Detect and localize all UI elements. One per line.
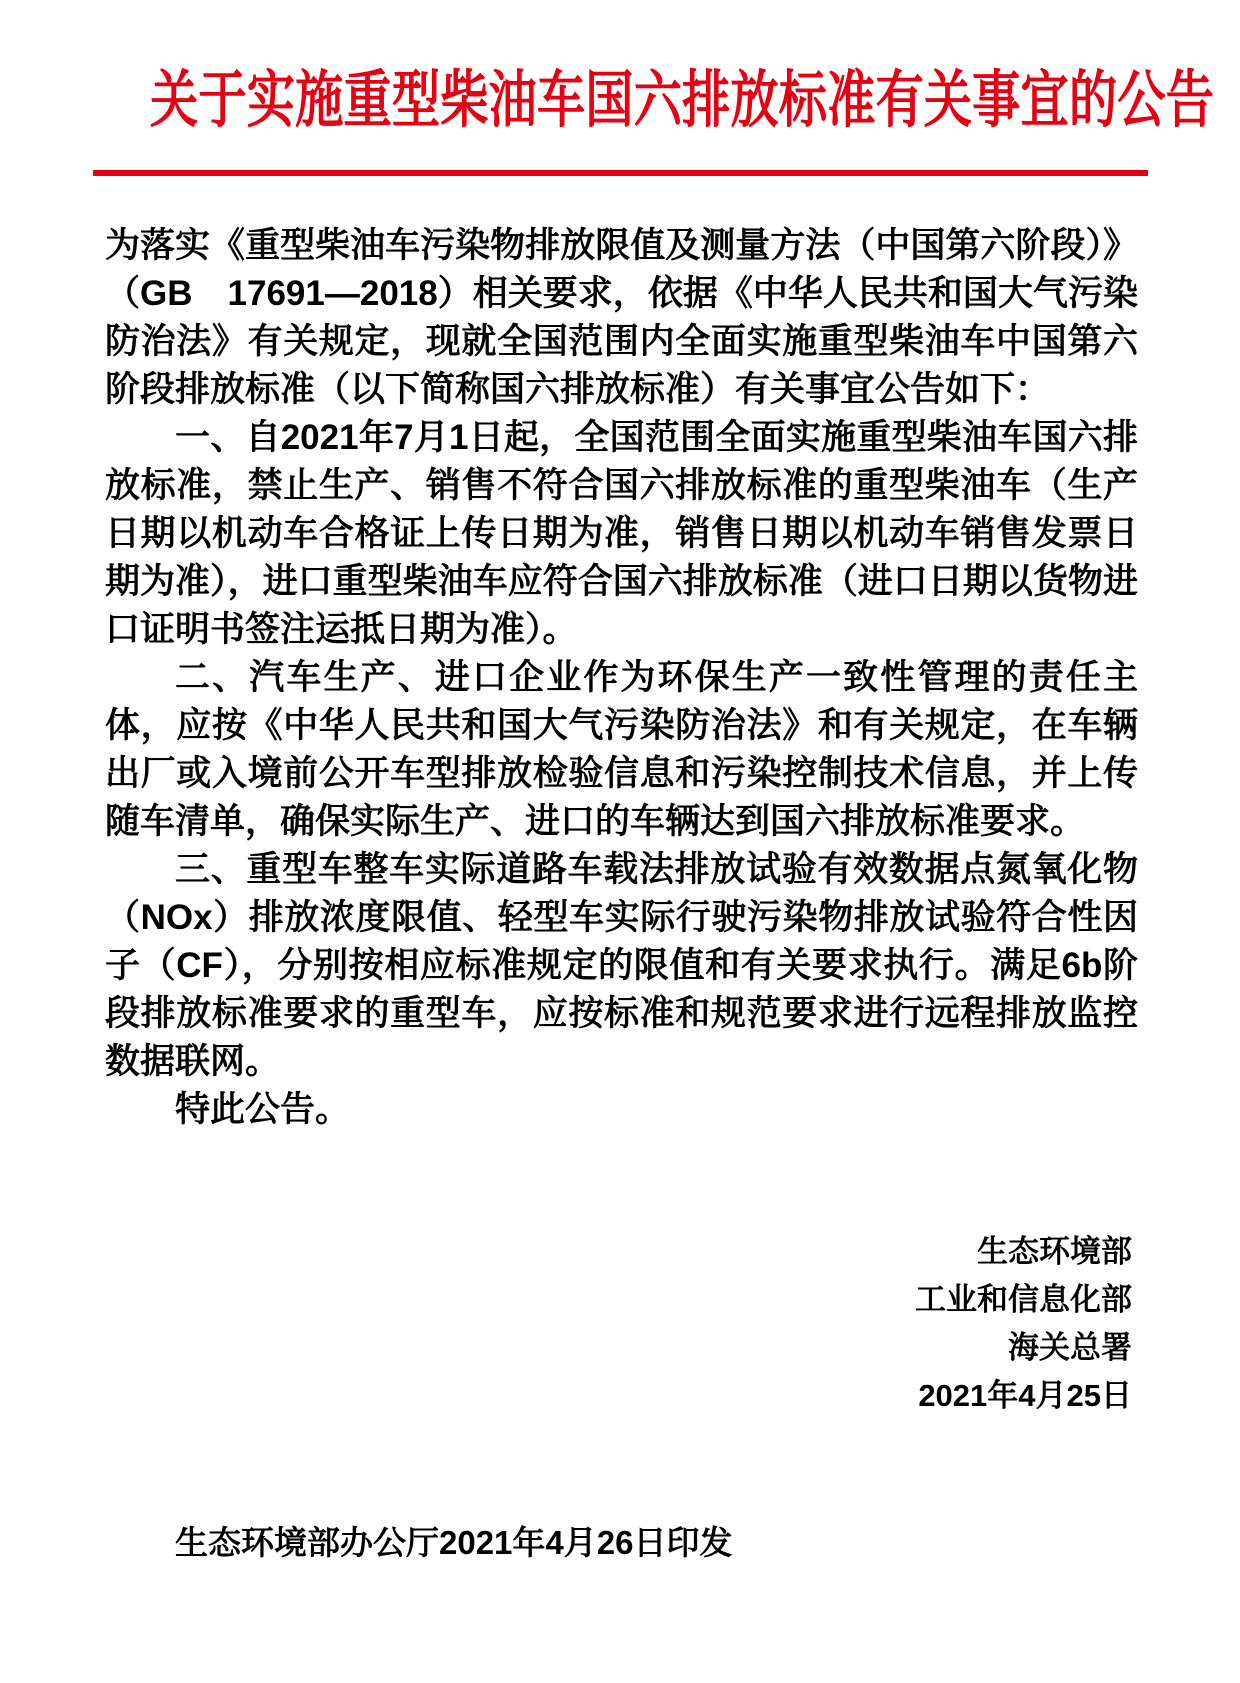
page-title: 关于实施重型柴油车国六排放标准有关事宜的公告: [150, 66, 1214, 135]
document-body: [105, 222, 1138, 1134]
print-issuance-note: 生态环境部办公厅2021年4月26日印发: [175, 1524, 733, 1561]
signature-block: [915, 1228, 1132, 1420]
paragraph-closing: 特此公告。: [175, 1090, 351, 1129]
signature-agency-1: 生态环境部: [977, 1234, 1132, 1269]
title-row: [0, 62, 1240, 140]
paragraph-item-2: 二、汽车生产、进口企业作为环保生产一致性管理的责任主体，应按《中华人民共和国大气污染防治法》和有关规定，在车辆出厂或入境前公开车型排放检验信息和污染控制技术信息，并上传随车清单，确保实际生产、进口的车辆达到国六排放标准要求。: [105, 658, 1138, 841]
paragraph-intro: 为落实《重型柴油车污染物排放限值及测量方法（中国第六阶段）》（GB 17691—2018）相关要求，依据《中华人民共和国大气污染防治法》有关规定，现就全国范围内全面实施重型柴油车中国第六阶段排放标准（以下简称国六排放标准）有关事宜公告如下：: [105, 226, 1138, 409]
signature-date: 2021年4月25日: [918, 1378, 1132, 1413]
paragraph-item-1: 一、自2021年7月1日起，全国范围全面实施重型柴油车国六排放标准，禁止生产、销售不符合国六排放标准的重型柴油车（生产日期以机动车合格证上传日期为准，销售日期以机动车销售发票日期为准），进口重型柴油车应符合国六排放标准（进口日期以货物进口证明书签注运抵日期为准）。: [105, 418, 1138, 649]
title-underline-divider: [93, 170, 1148, 176]
signature-agency-3: 海关总署: [1008, 1330, 1132, 1365]
paragraph-item-3: 三、重型车整车实际道路车载法排放试验有效数据点氮氧化物（NOx）排放浓度限值、轻型车实际行驶污染物排放试验符合性因子（CF），分别按相应标准规定的限值和有关要求执行。满足6b阶段排放标准要求的重型车，应按标准和规范要求进行远程排放监控数据联网。: [105, 850, 1138, 1081]
signature-agency-2: 工业和信息化部: [915, 1282, 1132, 1317]
